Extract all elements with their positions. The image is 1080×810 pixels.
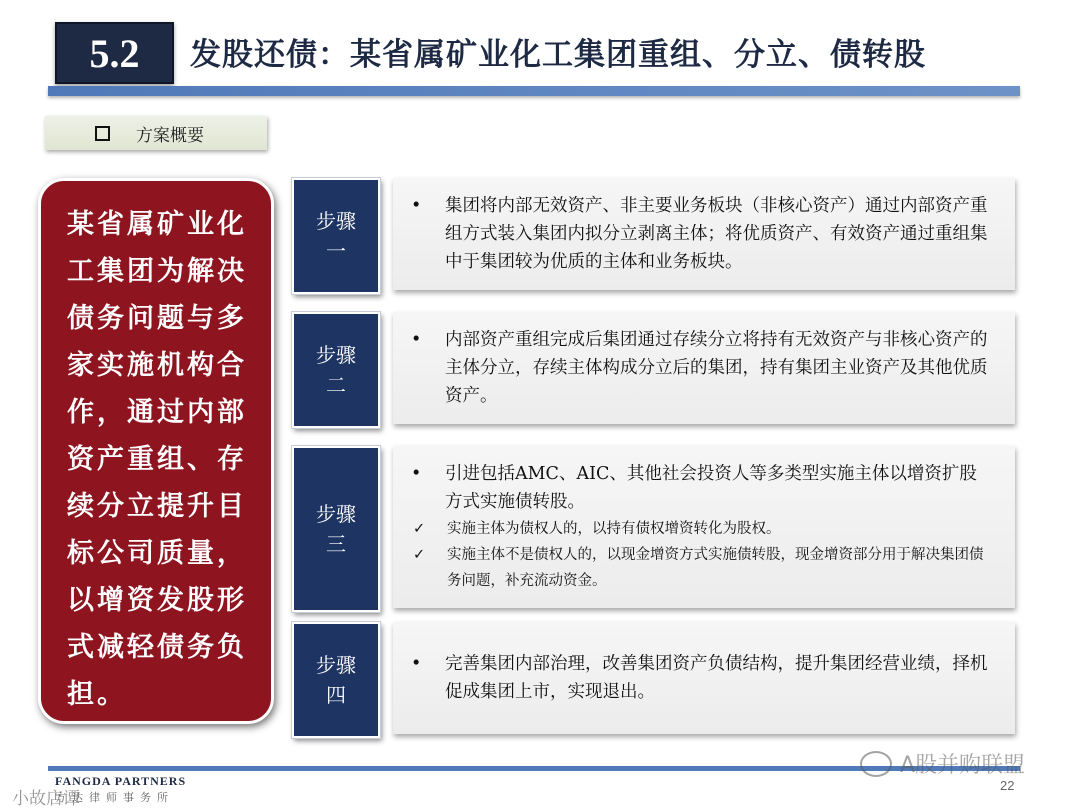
bullet-text: 引进包括AMC、AIC、其他社会投资人等多类型实施主体以增资扩股方式实施债转股。 bbox=[445, 464, 977, 512]
step-tab-label: 步骤 bbox=[316, 653, 356, 677]
bullet-icon: • bbox=[411, 330, 422, 350]
bullet-icon: • bbox=[411, 464, 422, 484]
bullet-item bbox=[411, 460, 993, 516]
step-tab-number: 三 bbox=[326, 532, 346, 556]
bullet-item bbox=[411, 192, 993, 276]
bullet-text: 完善集团内部治理，改善集团资产负债结构，提升集团经营业绩，择机促成集团上市，实现退出。 bbox=[445, 654, 988, 702]
step-tab-2 bbox=[292, 312, 380, 428]
check-item bbox=[411, 542, 993, 594]
check-item bbox=[411, 516, 993, 542]
bullet-text: 集团将内部无效资产、非主要业务板块（非核心资产）通过内部资产重组方式装入集团内拟分立剥离主体；将优质资产、有效资产通过重组集中于集团较为优质的主体和业务板块。 bbox=[445, 196, 988, 272]
title-divider bbox=[48, 86, 1020, 96]
check-text: 实施主体不是债权人的，以现金增资方式实施债转股，现金增资部分用于解决集团债务问题，补充流动资金。 bbox=[447, 547, 984, 589]
step-tab-label: 步骤 bbox=[316, 209, 356, 233]
watermark-text: A股并购联盟 bbox=[900, 753, 1026, 778]
step-tab-number: 一 bbox=[326, 239, 346, 263]
watermark-left: 小故店谭 bbox=[12, 789, 80, 809]
summary-text: 某省属矿业化工集团为解决债务问题与多家实施机构合作，通过内部资产重组、存续分立提升目标公司质量，以增资发股形式减轻债务负担。 bbox=[67, 209, 247, 710]
step-tab-number: 二 bbox=[326, 373, 346, 397]
wechat-icon bbox=[860, 751, 892, 777]
step-tab-label: 步骤 bbox=[316, 502, 356, 526]
bullet-text: 内部资产重组完成后集团通过存续分立将持有无效资产与非核心资产的主体分立，存续主体构成分立后的集团，持有集团主业资产及其他优质资产。 bbox=[445, 330, 988, 406]
checkmark-icon: ✓ bbox=[413, 547, 426, 563]
bullet-icon: • bbox=[411, 196, 422, 216]
step-tab-1 bbox=[292, 178, 380, 294]
check-text: 实施主体为债权人的，以持有债权增资转化为股权。 bbox=[447, 521, 781, 537]
section-number-badge bbox=[55, 22, 174, 84]
step-tab-label: 步骤 bbox=[316, 343, 356, 367]
checkmark-icon: ✓ bbox=[413, 521, 426, 537]
step-tab-4 bbox=[292, 622, 380, 738]
step-content-2 bbox=[393, 312, 1015, 424]
watermark bbox=[860, 748, 1025, 779]
step-tab-3 bbox=[292, 446, 380, 612]
bullet-item bbox=[411, 326, 993, 410]
step-tab-number: 四 bbox=[326, 683, 346, 707]
square-bullet-icon bbox=[95, 126, 110, 141]
bullet-icon: • bbox=[411, 654, 422, 674]
bullet-item bbox=[411, 650, 993, 706]
page-title: 发股还债：某省属矿业化工集团重组、分立、债转股 bbox=[190, 36, 926, 73]
section-number: 5.2 bbox=[89, 30, 140, 76]
step-content-3 bbox=[393, 446, 1015, 608]
step-content-1 bbox=[393, 178, 1015, 290]
step-content-4 bbox=[393, 622, 1015, 734]
subheading-tab bbox=[45, 116, 267, 150]
brand-logo-text: FANGDA PARTNERS bbox=[55, 774, 187, 788]
summary-panel bbox=[38, 178, 274, 724]
page-number: 22 bbox=[1000, 778, 1015, 793]
brand-chinese-name: 方达律师事务所 bbox=[55, 791, 174, 804]
subheading-label: 方案概要 bbox=[136, 125, 204, 146]
